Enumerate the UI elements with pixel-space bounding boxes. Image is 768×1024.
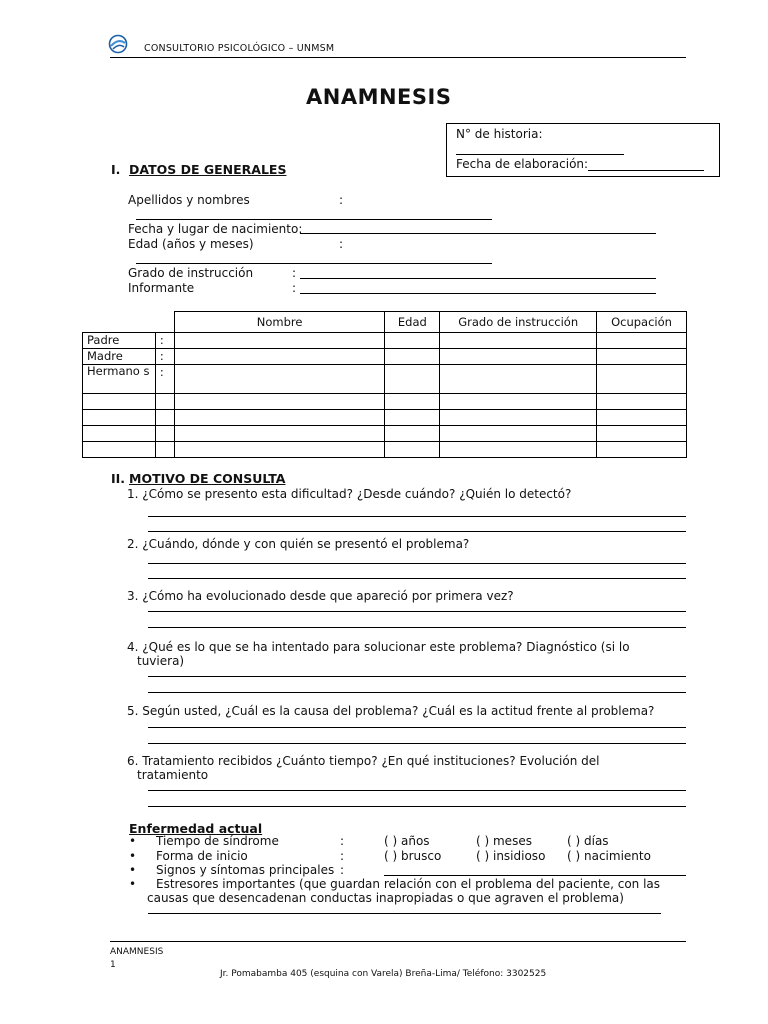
- table-row: [83, 426, 687, 442]
- cell[interactable]: [597, 442, 687, 458]
- answer-line[interactable]: [148, 790, 686, 791]
- cell[interactable]: [385, 426, 440, 442]
- apellidos-label: Apellidos y nombres: [128, 193, 250, 207]
- row-colon: :: [155, 365, 174, 394]
- cell[interactable]: [385, 410, 440, 426]
- cell[interactable]: [597, 333, 687, 349]
- cell[interactable]: [385, 365, 440, 394]
- section2-heading: MOTIVO DE CONSULTA: [129, 471, 286, 486]
- edad-colon: :: [339, 237, 344, 251]
- question-1: 1. ¿Cómo se presento esta dificultad? ¿Desde cuándo? ¿Quién lo detectó?: [127, 487, 572, 501]
- bullet-icon: •: [129, 849, 137, 863]
- cell[interactable]: [440, 442, 597, 458]
- edad-line[interactable]: [136, 263, 492, 264]
- signos-line[interactable]: [384, 875, 686, 876]
- row-hermanos: Hermano s: [83, 365, 156, 394]
- answer-line[interactable]: [148, 806, 686, 807]
- cell[interactable]: [440, 426, 597, 442]
- footer-address: Jr. Pomabamba 405 (esquina con Varela) Breña-Lima/ Teléfono: 3302525: [220, 969, 547, 979]
- table-row: [83, 365, 687, 394]
- answer-line[interactable]: [148, 692, 686, 693]
- estresores-line[interactable]: [148, 913, 661, 914]
- cell[interactable]: [174, 349, 385, 365]
- cell[interactable]: [597, 426, 687, 442]
- estresores-label: Estresores importantes (que guardan relación con el problema del paciente, con las: [156, 877, 661, 891]
- section1-heading: DATOS DE GENERALES: [129, 162, 287, 177]
- cell[interactable]: [597, 349, 687, 365]
- question-4: 4. ¿Qué es lo que se ha intentado para solucionar este problema? Diagnóstico (si lo: [127, 640, 630, 654]
- row-padre: Padre: [83, 333, 156, 349]
- question-6-cont: tratamiento: [137, 768, 209, 782]
- family-table: [82, 311, 687, 458]
- col-ocupacion: Ocupación: [597, 312, 687, 333]
- estresores-cont: causas que desencadenan conductas inapropiadas o que agraven el problema): [147, 891, 624, 905]
- cell[interactable]: [385, 349, 440, 365]
- cell[interactable]: [174, 333, 385, 349]
- informante-line[interactable]: [300, 293, 656, 294]
- signos-label: Signos y síntomas principales: [156, 863, 335, 877]
- fecha-elaboracion-line[interactable]: [588, 170, 704, 171]
- answer-line[interactable]: [148, 563, 686, 564]
- footer-rule: [110, 941, 686, 942]
- edad-label: Edad (años y meses): [128, 237, 254, 251]
- opt-dias[interactable]: ( ) días: [567, 834, 609, 848]
- table-row: [83, 333, 687, 349]
- col-nombre: Nombre: [174, 312, 385, 333]
- fecha-elaboracion-label: Fecha de elaboración:: [456, 157, 589, 171]
- cell[interactable]: [155, 410, 174, 426]
- footer-page-number: 1: [110, 960, 116, 970]
- historia-label: N° de historia:: [456, 127, 543, 141]
- row-madre: Madre: [83, 349, 156, 365]
- opt-anos[interactable]: ( ) años: [384, 834, 430, 848]
- cell[interactable]: [83, 442, 156, 458]
- question-4-cont: tuviera): [137, 654, 185, 668]
- cell[interactable]: [597, 410, 687, 426]
- opt-brusco[interactable]: ( ) brusco: [384, 849, 442, 863]
- row-colon: :: [155, 349, 174, 365]
- cell[interactable]: [174, 365, 385, 394]
- cell[interactable]: [83, 410, 156, 426]
- bullet-icon: •: [129, 877, 137, 891]
- table-row: [83, 442, 687, 458]
- section1-number: I.: [111, 162, 121, 177]
- grado-label: Grado de instrucción: [128, 266, 254, 280]
- cell[interactable]: [440, 365, 597, 394]
- table-row: [83, 394, 687, 410]
- cell[interactable]: [440, 333, 597, 349]
- forma-colon: :: [340, 849, 345, 863]
- informante-colon: :: [292, 281, 297, 295]
- cell[interactable]: [174, 394, 385, 410]
- section2-number: II.: [111, 471, 126, 486]
- cell[interactable]: [385, 442, 440, 458]
- cell[interactable]: [440, 410, 597, 426]
- cell[interactable]: [83, 426, 156, 442]
- header-org: CONSULTORIO PSICOLÓGICO – UNMSM: [144, 43, 335, 54]
- table-row: [83, 410, 687, 426]
- footer-label: ANAMNESIS: [110, 947, 164, 957]
- grado-line[interactable]: [300, 278, 656, 279]
- cell[interactable]: [440, 349, 597, 365]
- informante-label: Informante: [128, 281, 195, 295]
- cell[interactable]: [174, 442, 385, 458]
- cell[interactable]: [174, 426, 385, 442]
- answer-line[interactable]: [148, 611, 686, 612]
- answer-line[interactable]: [148, 727, 686, 728]
- question-3: 3. ¿Cómo ha evolucionado desde que apareció por primera vez?: [127, 589, 514, 603]
- historia-line[interactable]: [456, 154, 624, 155]
- answer-line[interactable]: [148, 676, 686, 677]
- cell[interactable]: [155, 394, 174, 410]
- tiempo-label: Tiempo de síndrome: [156, 834, 279, 848]
- signos-colon: :: [340, 863, 345, 877]
- question-6: 6. Tratamiento recibidos ¿Cuánto tiempo? ¿En qué instituciones? Evolución del: [127, 754, 600, 768]
- logo-icon: [107, 34, 129, 54]
- header-rule: [110, 57, 686, 58]
- answer-line[interactable]: [148, 627, 686, 628]
- table-row: [83, 349, 687, 365]
- fecha-nacimiento-line[interactable]: [300, 233, 656, 234]
- question-2: 2. ¿Cuándo, dónde y con quién se presentó el problema?: [127, 537, 470, 551]
- question-5: 5. Según usted, ¿Cuál es la causa del problema? ¿Cuál es la actitud frente al problema?: [127, 704, 655, 718]
- cell[interactable]: [83, 394, 156, 410]
- cell[interactable]: [155, 426, 174, 442]
- col-grado: Grado de instrucción: [440, 312, 597, 333]
- answer-line[interactable]: [148, 743, 686, 744]
- answer-line[interactable]: [148, 516, 686, 517]
- opt-meses[interactable]: ( ) meses: [476, 834, 532, 848]
- col-edad: Edad: [385, 312, 440, 333]
- grado-colon: :: [292, 266, 297, 280]
- page-title: ANAMNESIS: [306, 85, 452, 109]
- forma-label: Forma de inicio: [156, 849, 248, 863]
- answer-line[interactable]: [148, 578, 686, 579]
- opt-nacimiento[interactable]: ( ) nacimiento: [567, 849, 651, 863]
- bullet-icon: •: [129, 834, 137, 848]
- table-header-row: [83, 312, 687, 333]
- enfermedad-heading: Enfermedad actual: [129, 821, 263, 836]
- cell[interactable]: [440, 394, 597, 410]
- row-colon: :: [155, 333, 174, 349]
- opt-insidioso[interactable]: ( ) insidioso: [476, 849, 546, 863]
- bullet-icon: •: [129, 863, 137, 877]
- apellidos-line[interactable]: [136, 219, 492, 220]
- tiempo-colon: :: [340, 834, 345, 848]
- cell[interactable]: [155, 442, 174, 458]
- answer-line[interactable]: [148, 531, 686, 532]
- apellidos-colon: :: [339, 193, 344, 207]
- cell[interactable]: [385, 394, 440, 410]
- cell[interactable]: [174, 410, 385, 426]
- cell[interactable]: [597, 365, 687, 394]
- cell[interactable]: [385, 333, 440, 349]
- fecha-nacimiento-label: Fecha y lugar de nacimiento:: [128, 222, 303, 236]
- cell[interactable]: [597, 394, 687, 410]
